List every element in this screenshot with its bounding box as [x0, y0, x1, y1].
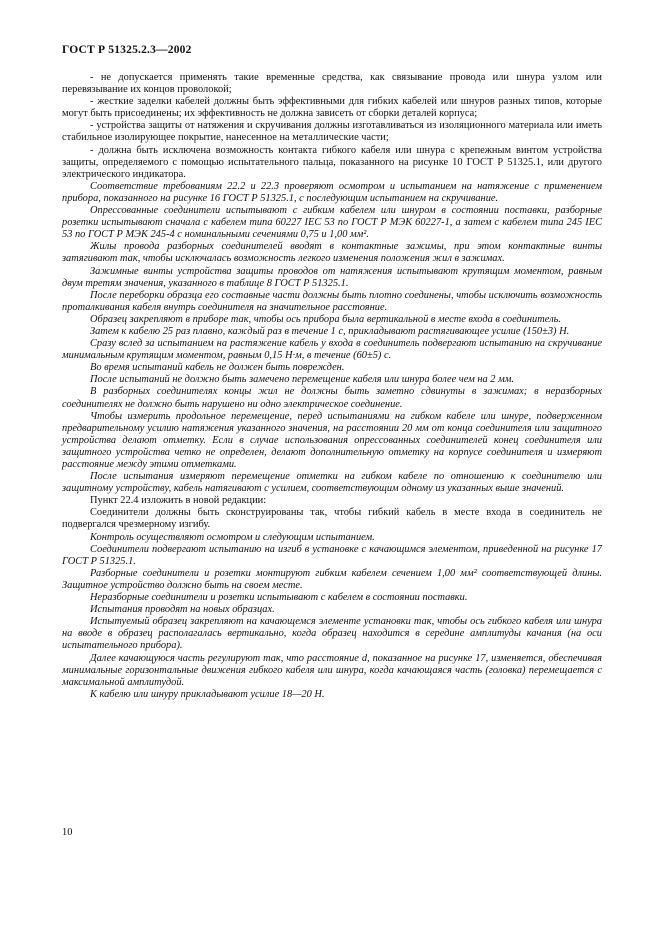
paragraph: Далее качающуюся часть регулируют так, что расстояние d, показанное на рисунке 17, изменяется, обеспечивая минимальные горизонтальные движения гибкого кабеля или шнура, когда качающаяся часть (головка) перемещается с максимальной амплитудой. [62, 652, 602, 688]
paragraph: Испытуемый образец закрепляют на качающемся элементе установки так, чтобы ось гибкого кабеля или шнура на вводе в образец располагалась вертикально, когда образец находится в середине амплитуды качания (на оси испытательного прибора). [62, 616, 602, 652]
paragraph: Контроль осуществляют осмотром и следующим испытанием. [90, 531, 375, 543]
paragraph: Опрессованные соединители испытывают с гибким кабелем или шнуром в состоянии поставки, разборные розетки испытывают сначала с кабелем типа 60227 IEC 53 по ГОСТ Р МЭК 60227-1, а затем с кабелем типа 245 IEC 53 по ГОСТ Р МЭК 245-4 с номинальными сечениями 0,75 и 1,00 мм². [62, 205, 602, 241]
document-body [62, 72, 602, 701]
paragraph: После испытаний не должно быть замечено перемещение кабеля или шнура более чем на 2 мм. [90, 374, 514, 386]
page-number: 10 [62, 827, 73, 838]
paragraph: Соответствие требованиям 22.2 и 22.3 проверяют осмотром и испытанием на натяжение с применением прибора, показанного на рисунке 16 ГОСТ Р 51325.1, с последующим испытанием на скручивание. [62, 180, 602, 204]
paragraph: К кабелю или шнуру прикладывают усилие 18—20 Н. [90, 688, 325, 700]
paragraph: - жесткие заделки кабелей должны быть эффективными для гибких кабелей или шнуров разных типов, которые могут быть присоединены; их эффективность не должна зависеть от сборки деталей корпуса; [62, 96, 602, 120]
paragraph: Испытания проводят на новых образцах. [90, 604, 275, 616]
paragraph: Затем к кабелю 25 раз плавно, каждый раз в течение 1 с, прикладывают растягивающее усилие (150±3) Н. [90, 325, 570, 337]
paragraph: Соединители должны быть сконструированы так, чтобы гибкий кабель в месте входа в соединитель не подвергался чрезмерному изгибу. [62, 507, 602, 531]
paragraph: - должна быть исключена возможность контакта гибкого кабеля или шнура с крепежным винтом устройства защиты, определяемого с помощью испытательного пальца, показанного на рисунке 10 ГОСТ Р 51325.1, или другого электрического индикатора. [62, 144, 602, 180]
paragraph: - не допускается применять такие временные средства, как связывание провода или шнура узлом или перевязывание их концов проволокой; [62, 72, 602, 96]
paragraph: Неразборные соединители и розетки испытывают с кабелем в состоянии поставки. [90, 592, 468, 604]
paragraph: - устройства защиты от натяжения и скручивания должны изготавливаться из изоляционного материала или иметь стабильное изолирующее покрытие, нанесенное на металлические части; [62, 120, 602, 144]
paragraph: Образец закрепляют в приборе так, чтобы ось прибора была вертикальной в месте входа в соединитель. [90, 313, 561, 325]
paragraph: Пункт 22.4 изложить в новой редакции: [90, 495, 267, 507]
paragraph: В разборных соединителях концы жил не должны быть заметно сдвинуты в зажимах; в неразборных соединителях не должно быть нарушено ни одно электрическое соединение. [62, 386, 602, 410]
paragraph: Жилы провода разборных соединителей вводят в контактные зажимы, при этом контактные винты затягивают так, чтобы исключалась возможность легкого изменения положения жил в зажимах. [62, 241, 602, 265]
paragraph: Во время испытаний кабель не должен быть поврежден. [90, 362, 345, 374]
document-header: ГОСТ Р 51325.2.3—2002 [62, 44, 192, 56]
paragraph: Чтобы измерить продольное перемещение, перед испытаниями на гибком кабеле или шнуре, подверженном предварительному усилию натяжения указанного значения, на расстоянии 20 мм от конца соединителя или защитного устройства делают отметку. Если в случае использования опрессованных соединителей конец соединителя или защитного устройства четко не определен, делают дополнительную отметку на корпусе соединителя и измеряют расстояние между этими отметками. [62, 410, 602, 470]
paragraph: После испытания измеряют перемещение отметки на гибком кабеле по отношению к соединителю или защитному устройству, кабель натягивают с усилием, соответствующим одному из указанных выше значений. [62, 471, 602, 495]
document-page [62, 44, 602, 701]
paragraph: Сразу вслед за испытанием на растяжение кабель у входа в соединитель подвергают испытанию на скручивание минимальным крутящим моментом, равным 0,15 Н·м, в течение (60±5) с. [62, 338, 602, 362]
paragraph: Соединители подвергают испытанию на изгиб в установке с качающимся элементом, приведенной на рисунке 17 ГОСТ Р 51325.1. [62, 543, 602, 567]
paragraph: Зажимные винты устройства защиты проводов от натяжения испытывают крутящим моментом, равным двум третям значения, указанного в таблице 8 ГОСТ Р 51325.1. [62, 265, 602, 289]
paragraph: Разборные соединители и розетки монтируют гибким кабелем сечением 1,00 мм² соответствующей длины. Защитное устройство должно быть на своем месте. [62, 567, 602, 591]
paragraph: После переборки образца его составные части должны быть плотно соединены, чтобы исключить возможность проталкивания кабеля внутрь соединителя на значительное расстояние. [62, 289, 602, 313]
